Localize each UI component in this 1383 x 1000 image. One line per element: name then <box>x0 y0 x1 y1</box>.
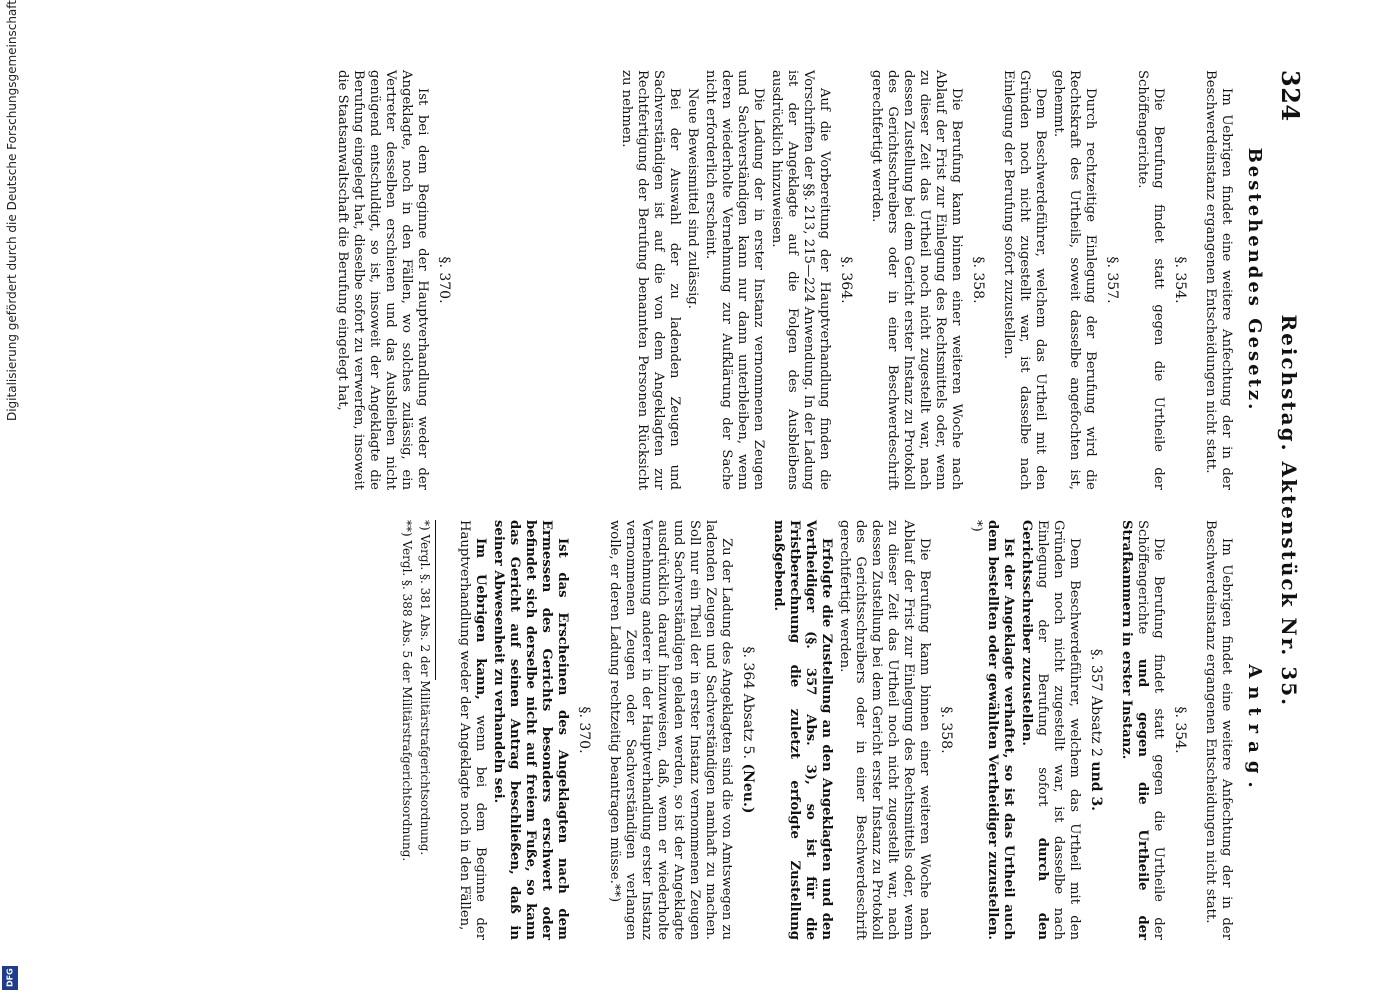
column-heading-existing-law: Bestehendes Gesetz. <box>1244 147 1265 413</box>
text-plain: wenn bei dem Beginne der Hauptverhandlung weder der Angeklagte noch in den Fällen, <box>457 520 488 941</box>
footnote: **) Vergl. §. 388 Abs. 5 der Militärstrafgerichtsordnung. <box>400 520 414 862</box>
paragraph-amendment: Ist das Erscheinen des Angeklagten nach dem Ermessen des Gerichts besonders erschwert oder befindet sich derselbe nicht auf freiem Fuße, so kann das Gericht auf seinen Antrag beschließen, daß in seiner Abwesenheit zu verhandeln sei. <box>491 520 570 940</box>
page-number: 324 <box>1276 70 1305 122</box>
paragraph: Ist bei dem Beginne der Hauptverhandlung weder der Angeklagte, noch in den Fällen, wo solches zulässig, ein Vertreter desselben erschienen und das Ausbleiben nicht genügend entschuldigt, so ist, insoweit der Angeklagte die Berufung eingelegt hat, dieselbe sofort zu verwerfen, insoweit die Staatsanwaltschaft die Berufung eingelegt hat, <box>335 70 430 490</box>
text-plain: Zu der Ladung des Angeklagten sind die von Amtswegen zu ladenden Zeugen und Sachverständigen namhaft zu machen. Soll nur ein Theil der in erster Instanz vernommenen Zeugen und Sachverständigen geladen werden, so ist der Angeklagte ausdrücklich darauf hinzuweisen, daß, wenn er wiederholte Vernehmung anderer in der Hauptverhandlung erster Instanz vernommenen Zeugen oder Sachverständigen verlangen wolle, er deren Ladung rechtzeitig beantragen müsse. <box>607 520 734 940</box>
new-marker: (Neu.) <box>740 763 756 814</box>
paragraph <box>968 520 1016 940</box>
paragraph: Durch rechtzeitige Einlegung der Berufung wird die Rechtskraft des Urtheils, soweit dasselbe angefochten ist, gehemmt. <box>1051 70 1098 490</box>
text-amendment: durch den Gerichtsschreiber zuzustellen. <box>1019 520 1050 940</box>
section-number: §. 358. <box>970 256 986 304</box>
text-amendment: und gegen die Urtheile der Strafkammern in erster Instanz. <box>1119 520 1150 940</box>
footnote-marker: *) <box>969 520 984 532</box>
column-proposal <box>332 520 1265 941</box>
section-reference <box>740 520 756 940</box>
column-existing-law <box>332 70 1265 490</box>
paragraph: Die Ladung der in erster Instanz vernommenen Zeugen und Sachverständigen kann nur dann unterbleiben, wenn deren wiederholte Vernehmung zur Aufklärung der Sache nicht erforderlich erscheint. <box>703 70 766 490</box>
text-amendment: Im Uebrigen kann, <box>473 538 488 700</box>
section-ref-amendment: und 3. <box>1088 761 1104 812</box>
digitization-credit <box>2 0 22 1000</box>
section-ref-text: §. 357 Absatz 2 <box>1088 648 1104 762</box>
paragraph: Dem Beschwerdeführer, welchem das Urtheil mit den Gründen noch nicht zugestellt war, ist dasselbe nach Einlegung der Berufung sofort zuzustellen. <box>1001 70 1048 490</box>
paragraph: Die Berufung kann binnen einer weiteren Woche nach Ablauf der Frist zur Einlegung des Rechtsmittels oder, wenn zu dieser Zeit das Urtheil noch nicht zugestellt war, nach dessen Zustellung bei dem Gericht erster Instanz zu Protokoll des Gerichtsschreibers oder in einer Beschwerdeschrift gerechtfertigt werden. <box>837 520 932 940</box>
section-number: §. 354. <box>1172 256 1188 304</box>
paragraph: Im Uebrigen findet eine weitere Anfechtung der in der Beschwerdeinstanz ergangenen Entscheidungen nicht statt. <box>1203 70 1234 490</box>
footnote-rule <box>435 520 436 680</box>
dfg-logo: DFG <box>2 966 18 990</box>
page-header <box>1276 70 1305 940</box>
section-number: §. 358. <box>938 706 954 754</box>
digitization-credit-text: Digitalisierung gefördert durch die Deutsche Forschungsgemeinschaft <box>5 0 19 422</box>
section-number: §. 364. <box>838 256 854 304</box>
page-title: Reichstag. Aktenstück Nr. 35. <box>1277 314 1301 708</box>
section-ref-text: §. 364 Absatz 5. <box>740 646 756 760</box>
column-heading-proposal: Antrag. <box>1244 664 1265 796</box>
paragraph <box>606 520 734 940</box>
paragraph <box>1018 520 1082 940</box>
paragraph: Die Berufung kann binnen einer weiteren Woche nach Ablauf der Frist zur Einlegung des Rechtsmittels oder, wenn zu dieser Zeit das Urtheil noch nicht zugestellt war, nach dessen Zustellung bei dem Gericht erster Instanz zu Protokoll des Gerichtsschreibers oder in einer Beschwerdeschrift gerechtfertigt werden. <box>869 70 964 490</box>
text-plain: Dem Beschwerdeführer, welchem das Urtheil mit den Gründen noch nicht zugestellt war, ist dasselbe nach Einlegung der Berufung sofort <box>1035 520 1082 940</box>
paragraph <box>456 520 488 940</box>
paragraph: Im Uebrigen findet eine weitere Anfechtung der in der Beschwerdeinstanz ergangenen Entscheidungen nicht statt. <box>1203 520 1234 940</box>
section-number: §. 357. <box>1104 256 1120 304</box>
paragraph: Auf die Vorbereitung der Hauptverhandlung finden die Vorschriften der §§. 213, 215—224 Anwendung. In der Ladung ist der Angeklagte auf die Folgen des Ausbleibens ausdrücklich hinzuweisen. <box>769 70 832 490</box>
paragraph: Die Berufung findet statt gegen die Urtheile der Schöffengerichte. <box>1135 70 1166 490</box>
text-plain: Die Berufung findet statt gegen die Urtheile der Schöffengerichte <box>1135 520 1166 940</box>
text-amendment: Ist der Angeklagte verhaftet, so ist das Urtheil auch dem bestellten oder gewählten Vertheidiger zuzustellen. <box>985 520 1016 940</box>
section-number: §. 370. <box>576 706 592 754</box>
paragraph: Bei der Auswahl der zu ladenden Zeugen und Sachverständigen ist auf die von dem Angeklagten zur Rechtfertigung der Berufung benannten Personen Rücksicht zu nehmen. <box>619 70 682 490</box>
paragraph: Neue Beweismittel sind zulässig. <box>685 88 700 309</box>
footnote-marker: **) <box>607 883 622 903</box>
section-number: §. 370. <box>436 256 452 304</box>
paragraph <box>1118 520 1166 940</box>
footnote: *) Vergl. §. 381 Abs. 2 der Militärstrafgerichtsordnung. <box>418 520 432 856</box>
section-reference <box>1088 520 1104 940</box>
paragraph-amendment: Erfolgte die Zustellung an den Angeklagten und den Vertheidiger (§. 357 Abs. 3), so ist für die Fristberechnung die zuletzt erfolgte Zustellung maßgebend. <box>771 520 834 940</box>
section-number: §. 354. <box>1172 706 1188 754</box>
two-column-body <box>332 70 1265 941</box>
